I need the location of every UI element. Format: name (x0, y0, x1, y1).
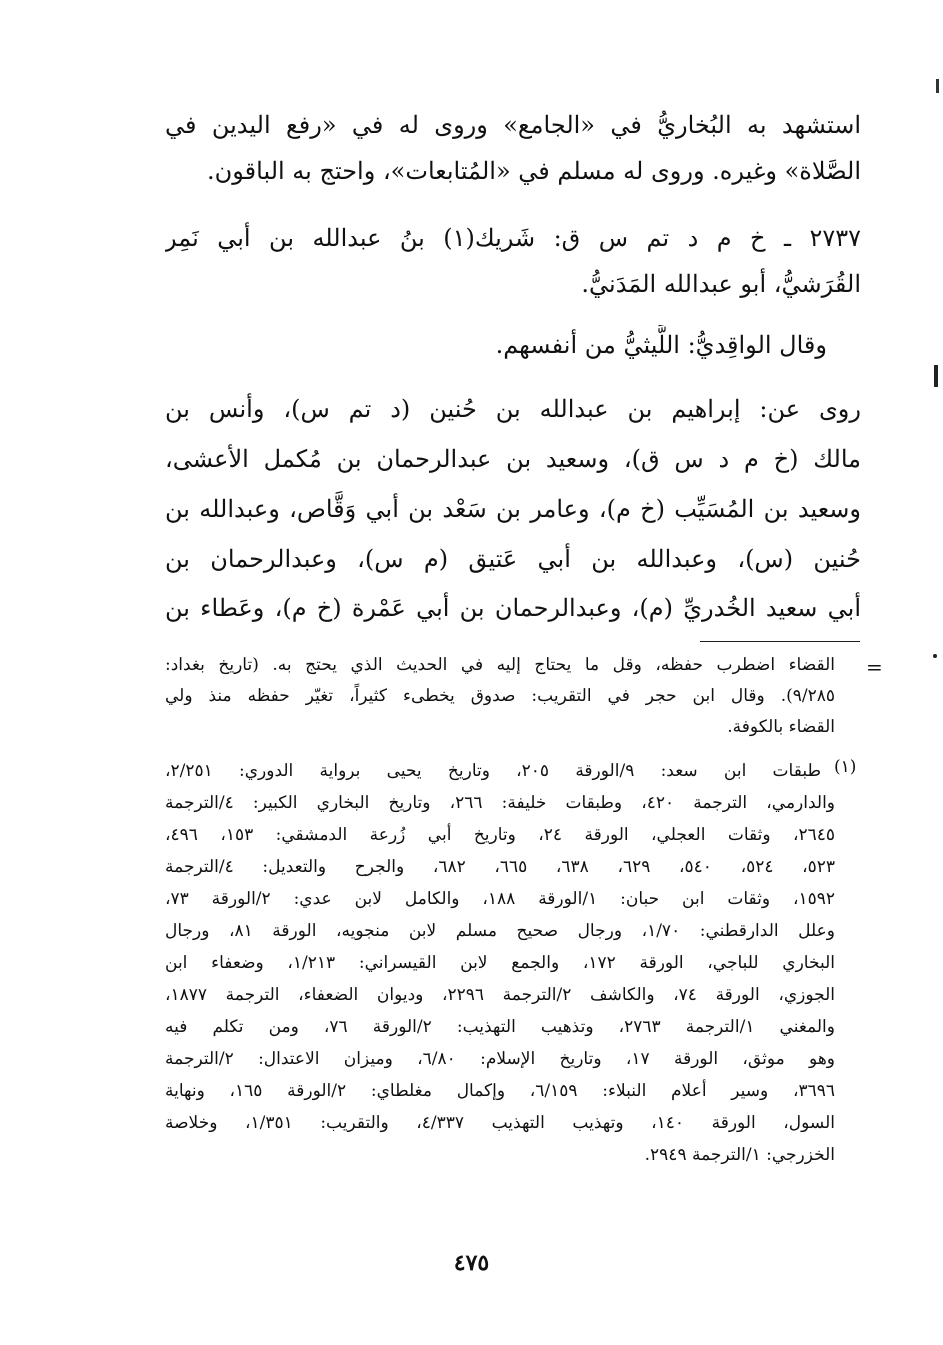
footnote-line: الخزرجي: ١/الترجمة ٢٩٤٩. (644, 1145, 835, 1165)
narrators-line: روى عن: إبراهيم بن عبدالله بن حُنين (د تم س)، وأنس بن (165, 395, 861, 423)
main-text-line: وقال الواقِديُّ: اللَّيثيُّ من أنفسهم. (495, 331, 827, 359)
margin-mark (933, 654, 937, 658)
footnote-line: والمغني ١/الترجمة ٢٧٦٣، وتذهيب التهذيب: ٢/الورقة ٧٦، ومن تكلم فيه (165, 1017, 835, 1037)
narrators-line: وسعيد بن المُسَيِّب (خ م)، وعامر بن سَعْد بن أبي وَقَّاص، وعبدالله بن (165, 495, 861, 523)
narrators-line: مالك (خ م د س ق)، وسعيد بن عبدالرحمان بن مُكمل الأعشى، (165, 445, 861, 473)
footnote-number: (١) (834, 757, 857, 777)
footnote-line: وعلل الدارقطني: ١/٧٠، ورجال صحيح مسلم لابن منجويه، الورقة ٨١، ورجال (165, 921, 835, 941)
entry-heading-line: القُرَشيُّ، أبو عبدالله المَدَنيُّ. (581, 270, 861, 298)
footnote-line: السول، الورقة ١٤٠، وتهذيب التهذيب ٤/٣٣٧، والتقريب: ١/٣٥١، وخلاصة (165, 1113, 835, 1133)
footnote-line: ٣٦٩٦، وسير أعلام النبلاء: ٦/١٥٩، وإكمال مغلطاي: ٢/الورقة ١٦٥، ونهاية (165, 1081, 835, 1101)
footnote-line: البخاري للباجي، الورقة ١٧٢، والجمع لابن القيسراني: ١/٢١٣، وضعفاء ابن (165, 953, 835, 973)
main-text-line: الصَّلاة» وغيره. وروى له مسلم في «المُتابعات»، واحتج به الباقون. (207, 157, 861, 185)
footnote-line: القضاء بالكوفة. (727, 717, 835, 737)
footnote-line: الجوزي، الورقة ٧٤، والكاشف ٢/الترجمة ٢٢٩٦، وديوان الضعفاء، الترجمة ١٨٧٧، (165, 985, 835, 1005)
continuation-marker: = (866, 655, 883, 679)
footnote-line: ١٥٩٢، وثقات ابن حبان: ١/الورقة ١٨٨، والكامل لابن عدي: ٢/الورقة ٧٣، (165, 889, 835, 909)
footnote-line: القضاء اضطرب حفظه، وقل ما يحتاج إليه في الحديث الذي يحتج به. (تاريخ بغداد: (165, 655, 835, 675)
footnote-line: ٢٦٤٥، وثقات العجلي، الورقة ٢٤، وتاريخ أبي زُرعة الدمشقي: ١٥٣، ٤٩٦، (165, 825, 835, 845)
footnote-line: والدارمي، الترجمة ٤٢٠، وطبقات خليفة: ٢٦٦، وتاريخ البخاري الكبير: ٤/الترجمة (165, 793, 835, 813)
narrators-line: حُنين (س)، وعبدالله بن أبي عَتيق (م س)، وعبدالرحمان بن (165, 545, 861, 573)
page-number: ٤٧٥ (453, 1250, 490, 1276)
main-text-line: استشهد به البُخاريُّ في «الجامع» وروى له في «رفع اليدين في (165, 111, 861, 139)
footnote-line: طبقات ابن سعد: ٩/الورقة ٢٠٥، وتاريخ يحيى برواية الدوري: ٢/٢٥١، (165, 761, 821, 781)
footnote-line: ٥٢٣، ٥٢٤، ٥٤٠، ٦٢٩، ٦٣٨، ٦٦٥، ٦٨٢، والجرح والتعديل: ٤/الترجمة (165, 857, 835, 877)
margin-mark (934, 365, 938, 387)
footnote-separator (700, 641, 860, 642)
entry-heading-line: ٢٧٣٧ ـ خ م د تم س ق: شَريك(١) بنُ عبدالله بن أبي نَمِر (165, 224, 861, 252)
margin-mark (936, 79, 939, 93)
footnote-line: ٩/٢٨٥). وقال ابن حجر في التقريب: صدوق يخطىء كثيراً، تغيّر حفظه منذ ولي (165, 686, 835, 706)
footnote-line: وهو موثق، الورقة ١٧، وتاريخ الإسلام: ٦/٨٠، وميزان الاعتدال: ٢/الترجمة (165, 1049, 835, 1069)
narrators-line: أبي سعيد الخُدريِّ (م)، وعبدالرحمان بن أبي عَمْرة (خ م)، وعَطاء بن (165, 594, 861, 622)
